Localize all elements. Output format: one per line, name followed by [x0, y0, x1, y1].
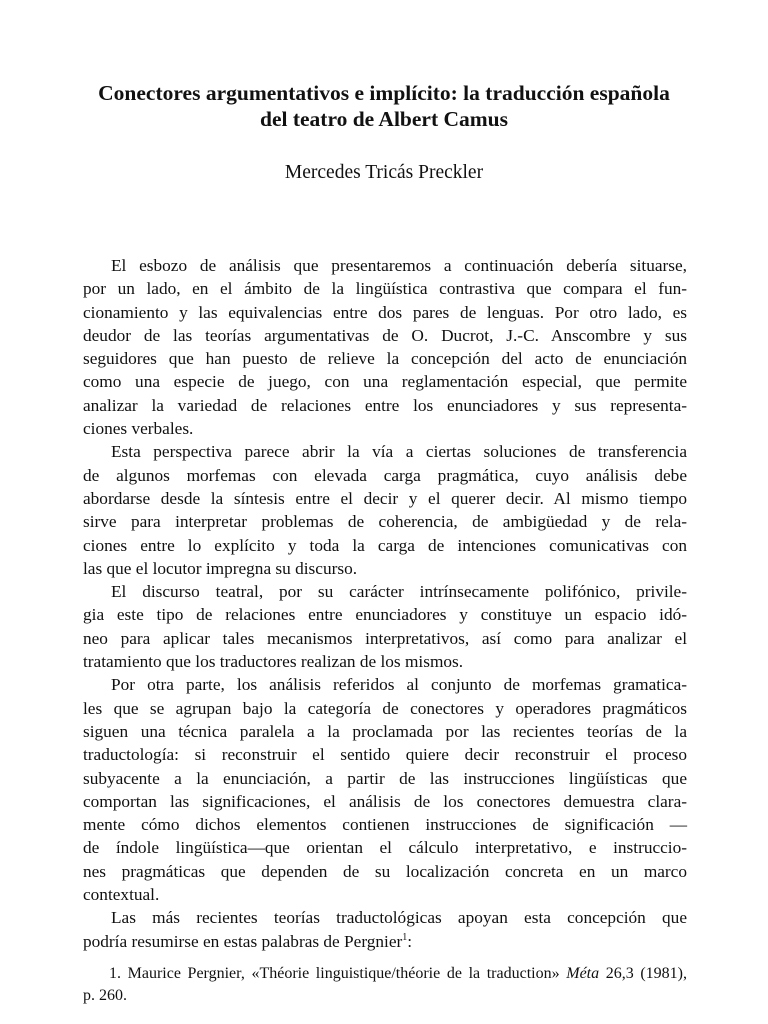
text-line: Esta perspectiva parece abrir la vía a ciertas soluciones de transferencia: [111, 442, 687, 462]
text-line: traductología: si reconstruir el sentido quiere decir reconstruir el proceso: [83, 745, 687, 765]
text-line: tratamiento que los traductores realizan de los mismos.: [83, 652, 464, 672]
footnote-citation: 1. Maurice Pergnier, «Théorie linguistique/théorie de la traduction»: [109, 965, 560, 982]
text-line: El discurso teatral, por su carácter intrínsecamente polifónico, privile-: [111, 582, 687, 602]
text-line: cionamiento y las equivalencias entre dos pares de lenguas. Por otro lado, es: [83, 302, 687, 322]
text-span: podría resumirse en estas palabras de Pergnier: [83, 931, 403, 951]
text-line: analizar la variedad de relaciones entre los enunciadores y sus representa-: [83, 395, 687, 415]
text-line: Por otra parte, los análisis referidos al conjunto de morfemas gramatica-: [111, 675, 687, 695]
paragraph-1: [83, 254, 687, 440]
paragraph-3: [83, 580, 687, 673]
text-line: ciones entre lo explícito y toda la carga de intenciones comunicativas con: [83, 535, 687, 555]
text-line: mente cómo dichos elementos contienen instrucciones de significación —: [83, 815, 687, 835]
text-line: seguidores que han puesto de relieve la concepción del acto de enunciación: [83, 349, 687, 369]
paragraph-2: [83, 440, 687, 580]
text-line: nes pragmáticas que dependen de su localización concreta en un marco: [83, 861, 687, 881]
text-line: El esbozo de análisis que presentaremos a continuación debería situarse,: [111, 256, 687, 275]
footnote-reference[interactable]: 1: [402, 931, 408, 943]
text-line: por un lado, en el ámbito de la lingüística contrastiva que compara el fun-: [83, 279, 687, 299]
footnote-volume-year: 26,3 (1981),: [605, 965, 688, 982]
text-line: comportan las significaciones, el análisis de los conectores demuestra clara-: [83, 791, 687, 811]
text-line-with-footnote: [83, 930, 687, 953]
article-author: Mercedes Tricás Preckler: [284, 162, 484, 183]
text-line: Las más recientes teorías traductológicas apoyan esta concepción que: [111, 908, 687, 928]
paragraph-4: [83, 673, 687, 906]
text-line: de índole lingüística—que orientan el cálculo interpretativo, e instruccio-: [83, 838, 687, 858]
text-line: subyacente a la enunciación, a partir de las instrucciones lingüísticas que: [83, 768, 687, 788]
text-line: gia este tipo de relaciones entre enunciadores y constituye un espacio idó-: [83, 605, 687, 625]
text-line: siguen una técnica paralela a la proclamada por las recientes teorías de la: [83, 721, 687, 741]
article-body: [83, 254, 687, 953]
text-line: contextual.: [83, 885, 160, 905]
footnote-journal: Méta: [566, 965, 600, 982]
paragraph-5: [83, 906, 687, 953]
footnote: [83, 963, 687, 1007]
text-line: como una especie de juego, con una reglamentación especial, que permite: [83, 372, 687, 392]
text-line: neo para aplicar tales mecanismos interpretativos, así como para analizar el: [83, 628, 687, 648]
article-title-line-2: del teatro de Albert Camus: [259, 107, 509, 131]
text-line: sirve para interpretar problemas de coherencia, de ambigüedad y de rela-: [83, 512, 687, 532]
text-line: las que el locutor impregna su discurso.: [83, 558, 358, 578]
text-line: de algunos morfemas con elevada carga pragmática, cuyo análisis debe: [83, 465, 687, 485]
text-line: abordarse desde la síntesis entre el decir y el querer decir. Al mismo tiempo: [83, 488, 687, 508]
text-line: ciones verbales.: [83, 419, 194, 439]
footnote-line: [83, 963, 687, 985]
text-span: :: [407, 931, 413, 951]
footnote-pages: p. 260.: [83, 987, 127, 1004]
text-line: les que se agrupan bajo la categoría de conectores y operadores pragmáticos: [83, 698, 687, 718]
text-line: deudor de las teorías argumentativas de O. Ducrot, J.-C. Anscombre y sus: [83, 325, 687, 345]
article-title-line-1: Conectores argumentativos e implícito: la traducción española: [98, 81, 670, 105]
